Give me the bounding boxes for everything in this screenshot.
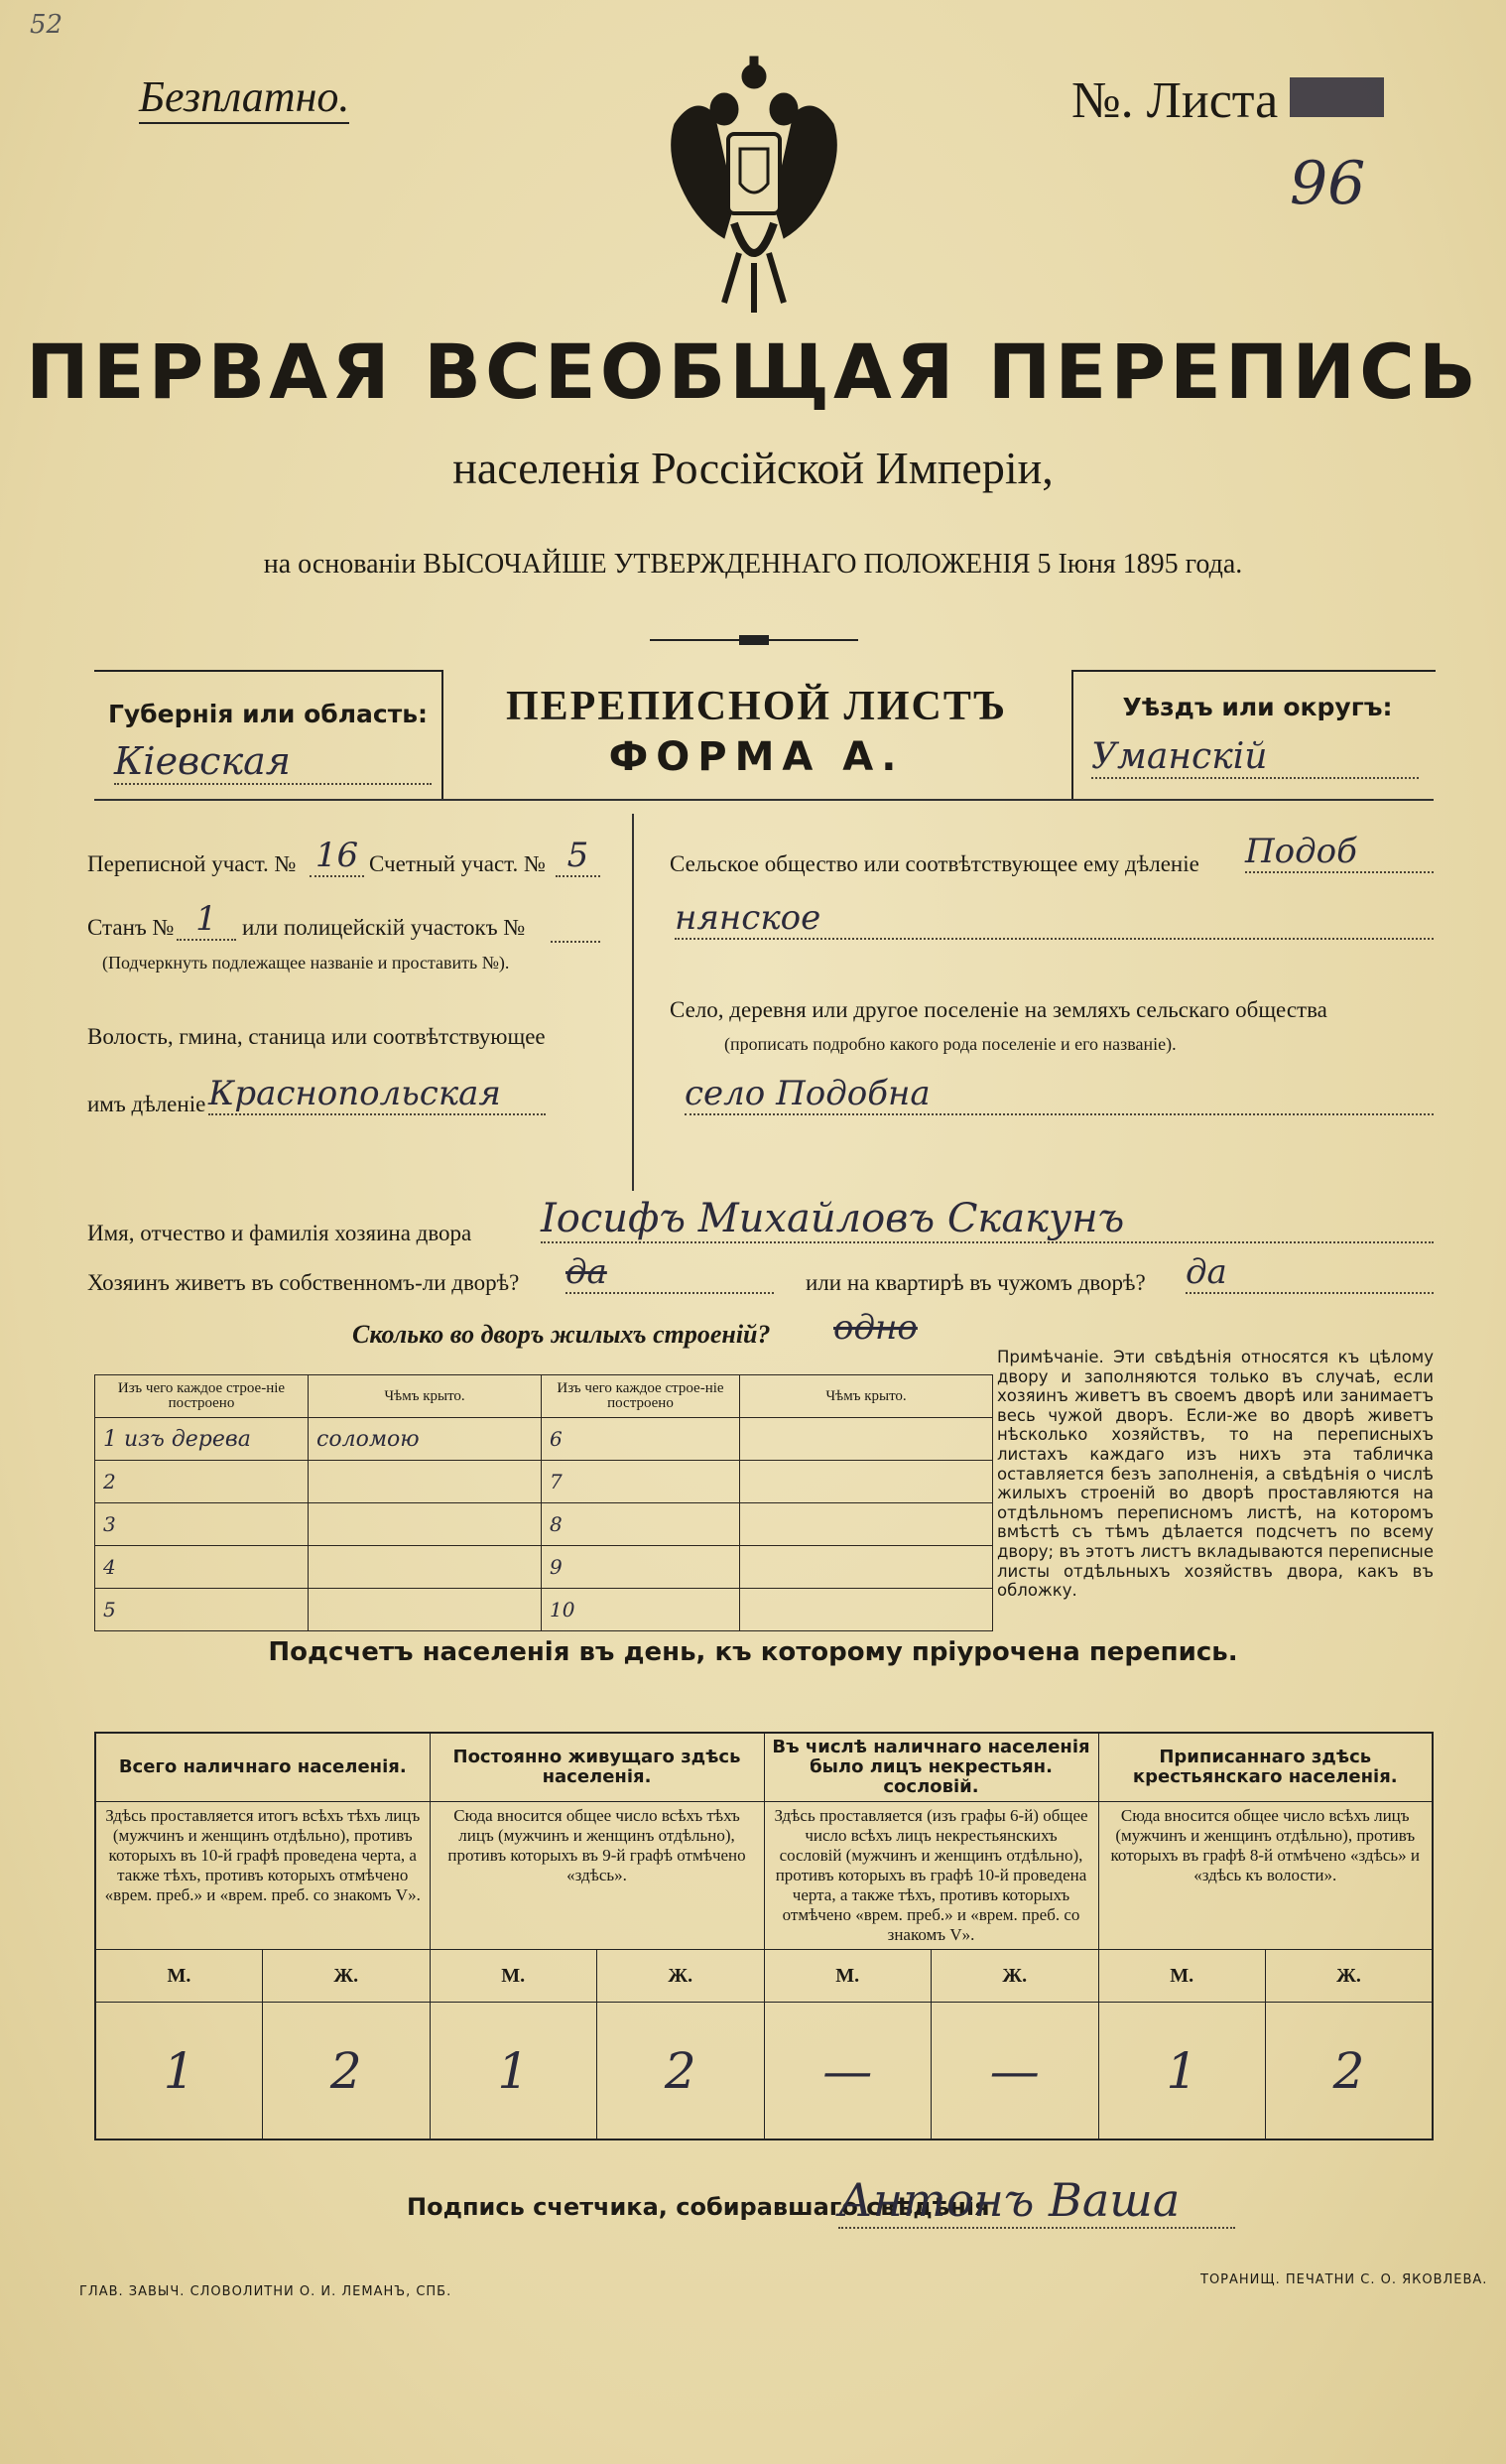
pop-header-total: Всего наличнаго населенія. xyxy=(95,1733,430,1802)
row-number: 9 xyxy=(542,1546,740,1589)
province-label: Губернія или область: xyxy=(107,700,429,728)
volost-value: Краснопольская xyxy=(208,1074,546,1115)
row-number: 7 xyxy=(542,1461,740,1503)
row-material: изъ дерева xyxy=(124,1426,251,1452)
printer-imprint-right: ТОРАНИЩ. ПЕЧАТНИ С. О. ЯКОВЛЕВА. xyxy=(1200,2272,1488,2287)
table-row xyxy=(542,1418,993,1461)
village-value: село Подобна xyxy=(685,1074,1434,1115)
total-male-value: 1 xyxy=(95,2003,263,2140)
female-label: Ж. xyxy=(263,1950,431,2003)
own-yard-label: Хозяинъ живетъ въ собственномъ-ли дворѣ? xyxy=(87,1270,520,1295)
col-roof-header: Чѣмъ крыто. xyxy=(309,1375,542,1418)
row-roof: соломою xyxy=(309,1418,542,1461)
form-subtitle: ФОРМА А. xyxy=(608,734,905,780)
census-area-label: Переписной участ. № xyxy=(87,851,297,876)
district-box xyxy=(1071,670,1436,801)
male-label: М. xyxy=(430,1950,597,2003)
page-title: ПЕРВАЯ ВСЕОБЩАЯ ПЕРЕПИСЬ xyxy=(26,327,1480,416)
female-label: Ж. xyxy=(932,1950,1099,2003)
pop-header-nonpeasant: Въ числѣ наличнаго населенія было лицъ некрестьян. сословій. xyxy=(764,1733,1098,1802)
male-label: М. xyxy=(764,1950,932,2003)
census-area-value: 16 xyxy=(310,836,364,877)
female-label: Ж. xyxy=(597,1950,765,2003)
row-number: 6 xyxy=(542,1418,740,1461)
pop-header-permanent: Постоянно живущаго здѣсь населенія. xyxy=(430,1733,764,1802)
nonpeasant-female-value: — xyxy=(932,2003,1099,2140)
row-number: 5 xyxy=(95,1589,309,1631)
peasant-female-value: 2 xyxy=(1266,2003,1434,2140)
free-label: Безплатно. xyxy=(139,71,349,124)
signature-label: Подпись счетчика, собиравшаго свѣдѣнія xyxy=(407,2193,990,2221)
village-note: (прописать подробно какого рода поселеніе и его названіе). xyxy=(724,1034,1177,1054)
society-label: Сельское общество или соотвѣтствующее ему дѣленіе xyxy=(670,851,1199,876)
buildings-note: Примѣчаніе. Эти свѣдѣнія относятся къ цѣлому двору и заполняются только въ случаѣ, если хозяинъ живетъ въ своемъ дворѣ или занимаетъ весь чужой дворъ. Если-же во дворѣ живетъ нѣсколько хозяйствъ, то на переписныхъ листахъ каждаго изъ нихъ эта табличка оставляется безъ заполненія, а свѣдѣнія о числѣ жилыхъ строеній во дворѣ проставляются на отдѣльномъ переписномъ листѣ, на которомъ вмѣстѣ съ тѣмъ дѣлается подсчетъ по всему двору; въ этотъ листъ вкладываются переписные листы отдѣльныхъ хозяйствъ двора, какъ въ обложку. xyxy=(997,1348,1434,1601)
buildings-value: одно xyxy=(833,1308,918,1348)
row-number: 3 xyxy=(95,1503,309,1546)
police-value xyxy=(551,915,600,943)
count-area-value: 5 xyxy=(556,836,600,877)
header-bottom-rule xyxy=(94,799,1434,801)
male-label: М. xyxy=(1098,1950,1266,2003)
table-row xyxy=(95,1589,542,1631)
buildings-label: Сколько во дворъ жилыхъ строеній? xyxy=(352,1320,771,1349)
society-value-2: нянское xyxy=(675,898,1434,940)
stan-value: 1 xyxy=(177,899,236,941)
printer-imprint-left: ГЛАВ. ЗАВЫЧ. СЛОВОЛИТНИ О. И. ЛЕМАНЪ, СПБ. xyxy=(79,2284,452,2299)
table-row xyxy=(542,1589,993,1631)
stan-label: Станъ № xyxy=(87,915,175,940)
district-label: Уѣздъ или округъ: xyxy=(1122,693,1393,721)
police-label: или полицейскій участокъ № xyxy=(242,915,526,940)
buildings-table-right xyxy=(541,1374,993,1631)
table-row xyxy=(542,1546,993,1589)
pop-desc-peasant: Сюда вносится общее число всѣхъ лицъ (мужчинъ и женщинъ отдѣльно), противъ которыхъ въ графѣ 8-й отмѣчено «здѣсь» и «здѣсь къ волости». xyxy=(1098,1802,1433,1950)
pop-desc-total: Здѣсь проставляется итогъ всѣхъ тѣхъ лицъ (мужчинъ и женщинъ отдѣльно), противъ которыхъ въ 10-й графѣ проведена черта, а также тѣхъ, противъ которыхъ отмѣчено «врем. преб.» и «врем. преб. со знакомъ V». xyxy=(95,1802,430,1950)
table-row xyxy=(95,1503,542,1546)
corner-note: 52 xyxy=(30,10,63,40)
population-title: Подсчетъ населенія въ день, къ которому пріурочена перепись. xyxy=(268,1637,1238,1667)
table-row xyxy=(95,1418,542,1461)
divider-ornament xyxy=(650,635,858,645)
province-value: Кіевская xyxy=(114,739,432,785)
sheet-number-label: №. Листа xyxy=(1071,72,1279,129)
table-row xyxy=(542,1503,993,1546)
owner-name-label: Имя, отчество и фамилія хозяина двора xyxy=(87,1221,472,1245)
sheet-number-blot xyxy=(1290,77,1384,117)
population-table xyxy=(94,1732,1434,2140)
permanent-male-value: 1 xyxy=(430,2003,597,2140)
underline-note: (Подчеркнуть подлежащее названіе и проставить №). xyxy=(102,953,510,973)
district-value: Уманскій xyxy=(1091,736,1419,779)
col-roof-header: Чѣмъ крыто. xyxy=(740,1375,993,1418)
row-number: 2 xyxy=(95,1461,309,1503)
pop-header-peasant: Приписаннаго здѣсь крестьянскаго населенія. xyxy=(1098,1733,1433,1802)
basis-line: на основаніи ВЫСОЧАЙШЕ УТВЕРЖДЕННАГО ПОЛОЖЕНІЯ 5 Іюня 1895 года. xyxy=(263,549,1243,580)
own-yard-value: да xyxy=(565,1252,774,1294)
rent-label: или на квартирѣ въ чужомъ дворѣ? xyxy=(806,1270,1146,1295)
row-number: 8 xyxy=(542,1503,740,1546)
permanent-female-value: 2 xyxy=(597,2003,765,2140)
fields-separator xyxy=(632,814,634,1191)
pop-desc-permanent: Сюда вносится общее число всѣхъ тѣхъ лицъ (мужчинъ и женщинъ отдѣльно), противъ которыхъ въ 9-й графѣ отмѣчено «здѣсь». xyxy=(430,1802,764,1950)
female-label: Ж. xyxy=(1266,1950,1434,2003)
peasant-male-value: 1 xyxy=(1098,2003,1266,2140)
row-number: 1 xyxy=(103,1426,117,1452)
sheet-number-value: 96 xyxy=(1290,149,1366,218)
nonpeasant-male-value: — xyxy=(764,2003,932,2140)
page-subtitle: населенія Россійской Имперіи, xyxy=(452,443,1054,493)
count-area-label: Счетный участ. № xyxy=(369,851,546,876)
volost-label: Волость, гмина, станица или соотвѣтствующее xyxy=(87,1024,546,1049)
pop-desc-nonpeasant: Здѣсь проставляется (изъ графы 6-й) общее число всѣхъ лицъ некрестьянскихъ сословій (мужчинъ и женщинъ отдѣльно), противъ которыхъ въ графѣ 10-й проведена черта, а также тѣхъ, противъ которыхъ отмѣчено «врем. преб.» и «врем. преб. со знакомъ V». xyxy=(764,1802,1098,1950)
imperial-eagle-emblem xyxy=(655,55,853,323)
table-row xyxy=(542,1461,993,1503)
signature-value: Антонъ Ваша xyxy=(838,2173,1235,2229)
society-value-1: Подоб xyxy=(1245,832,1434,873)
form-title: ПЕРЕПИСНОЙ ЛИСТЪ xyxy=(506,684,1007,729)
total-female-value: 2 xyxy=(263,2003,431,2140)
volost-label-2: имъ дѣленіе xyxy=(87,1092,206,1116)
rent-value: да xyxy=(1186,1252,1434,1294)
table-row xyxy=(95,1461,542,1503)
row-number: 4 xyxy=(95,1546,309,1589)
buildings-table-left xyxy=(94,1374,542,1631)
owner-name-value: Іосифъ Михайловъ Скакунъ xyxy=(541,1196,1434,1243)
table-row xyxy=(95,1546,542,1589)
row-number: 10 xyxy=(542,1589,740,1631)
col-material-header: Изъ чего каждое строе-ніе построено xyxy=(95,1375,309,1418)
male-label: М. xyxy=(95,1950,263,2003)
village-label: Село, деревня или другое поселеніе на земляхъ сельскаго общества xyxy=(670,997,1327,1022)
col-material-header: Изъ чего каждое строе-ніе построено xyxy=(542,1375,740,1418)
